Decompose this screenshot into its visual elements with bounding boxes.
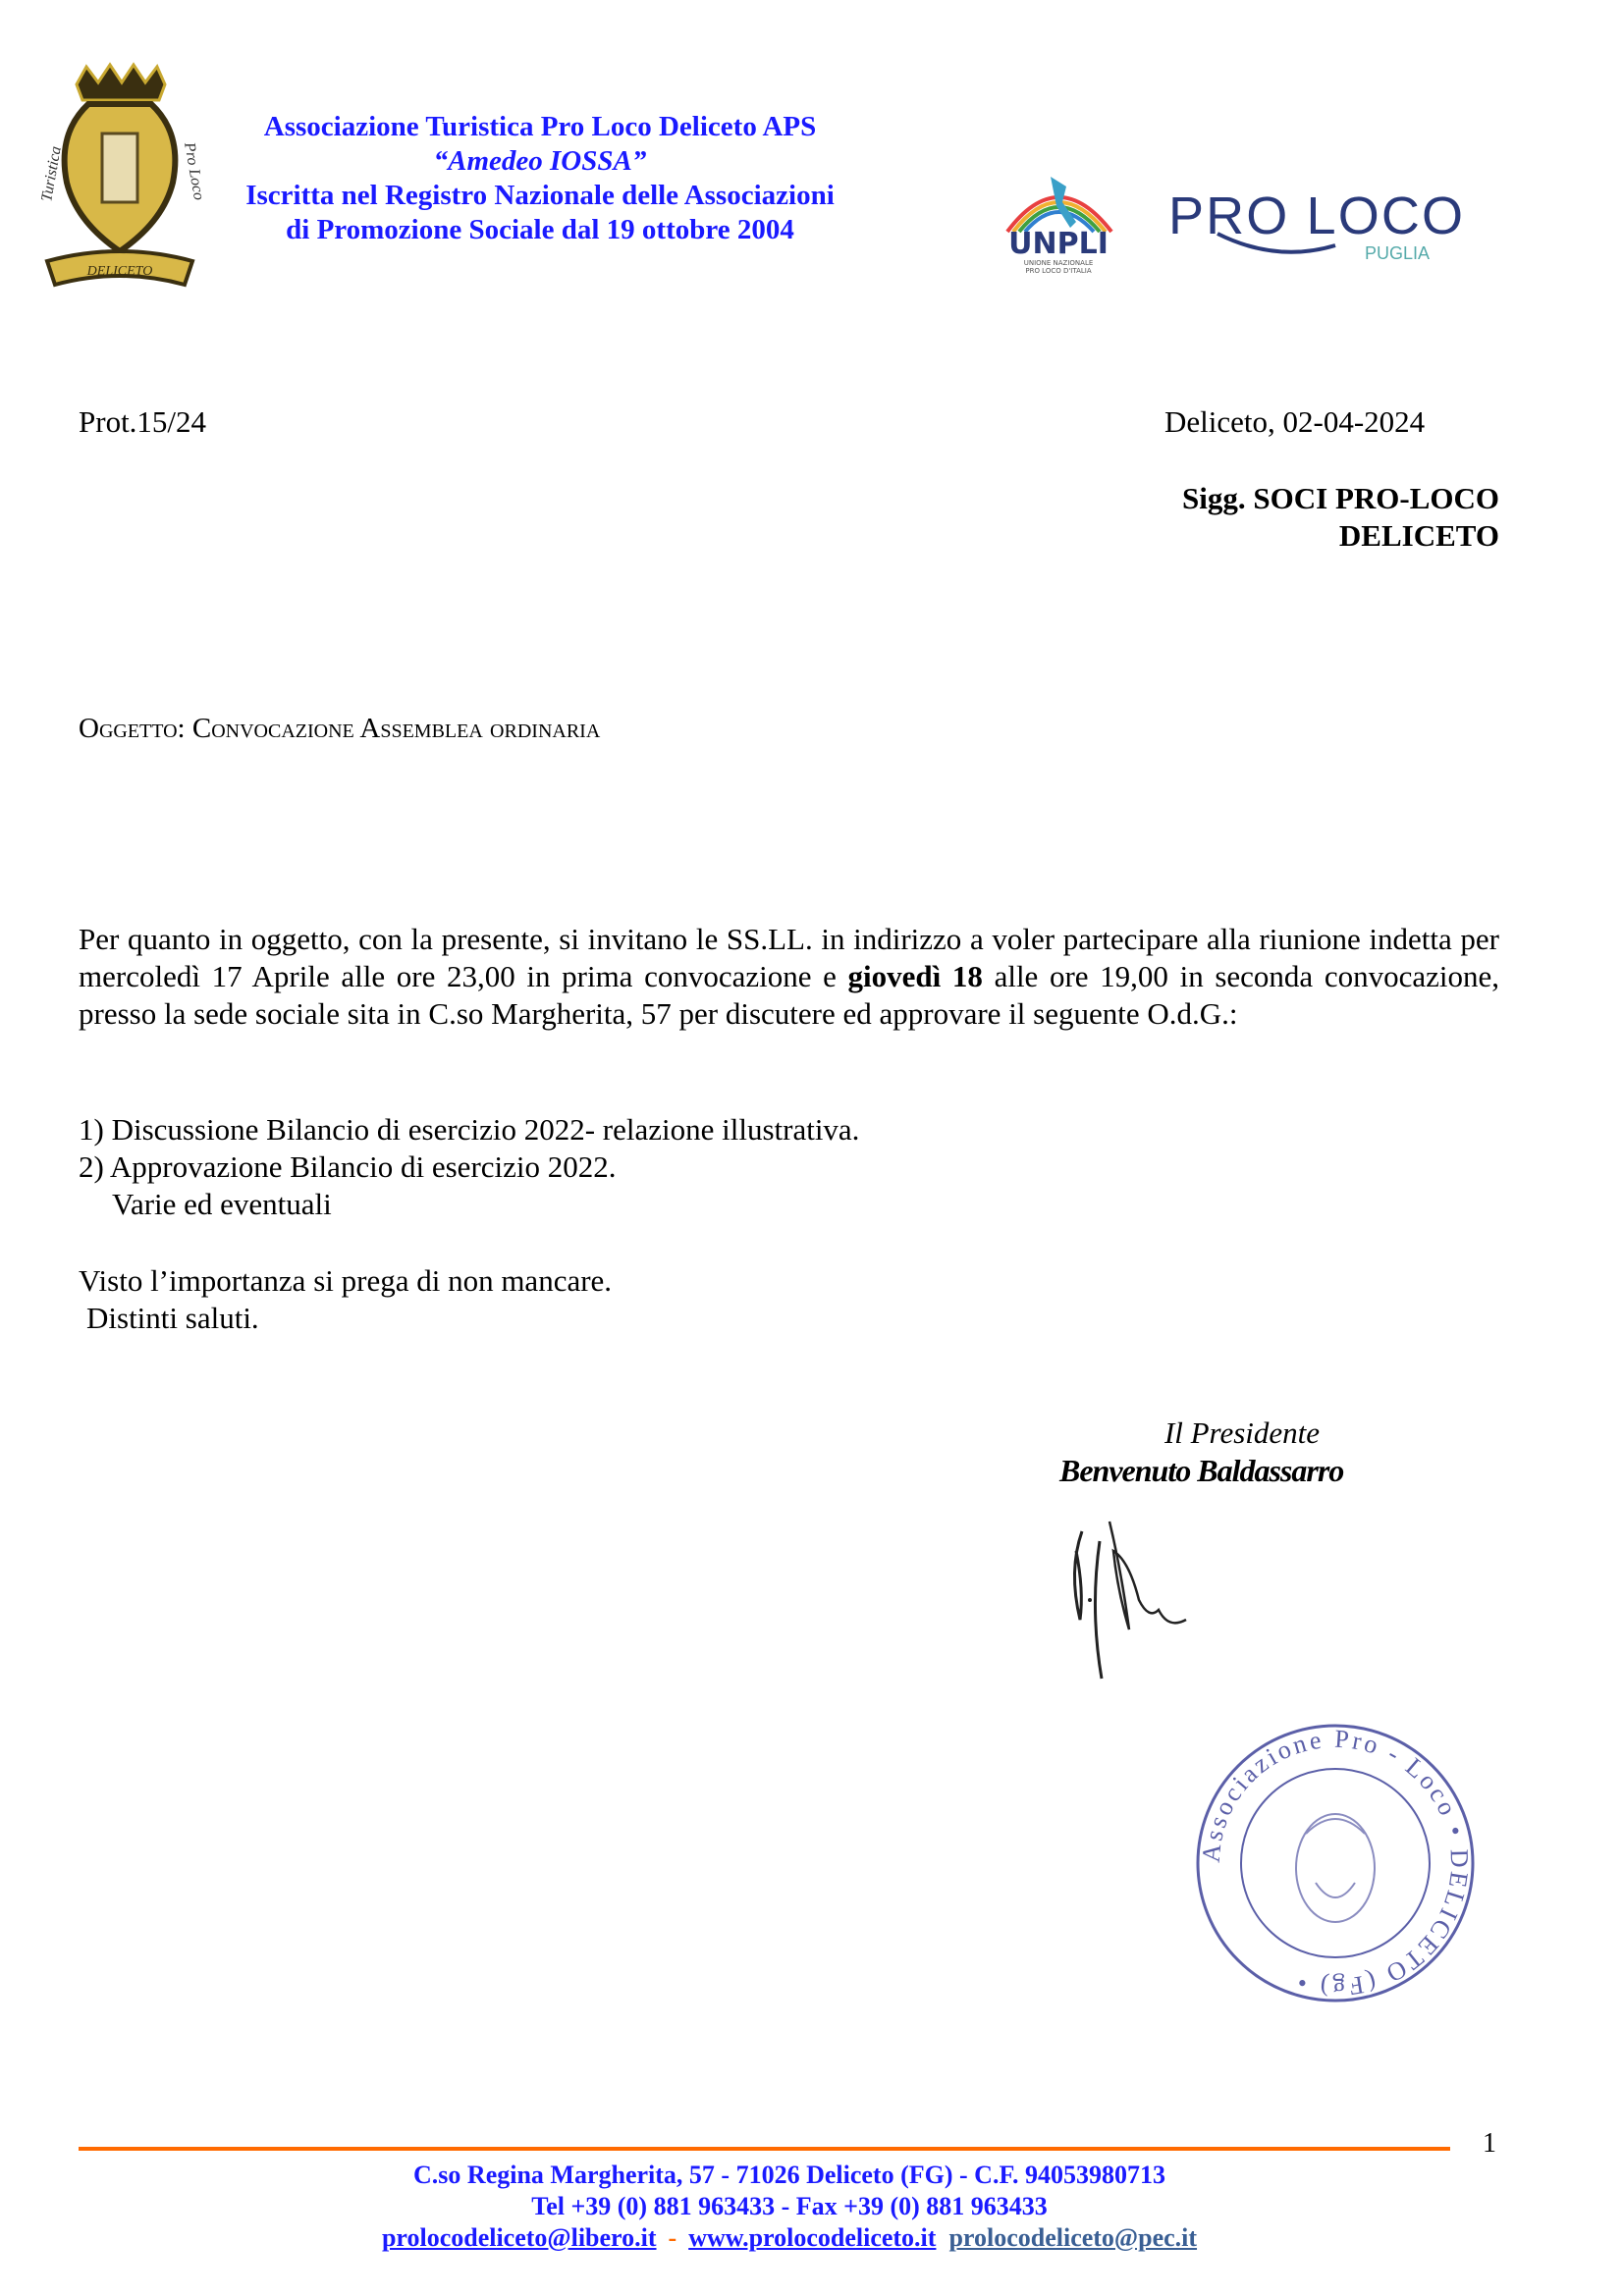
agenda-item: 1) Discussione Bilancio di esercizio 2022- relazione illustrativa.	[79, 1112, 860, 1147]
proloco-text: PRO LOCO	[1168, 187, 1463, 245]
stamp-text: Associazione Pro - Loco • DELICETO (Fg) •	[1196, 1724, 1475, 2002]
association-header	[157, 110, 923, 247]
letter-body	[79, 921, 1499, 1033]
footer-links	[196, 2222, 1382, 2254]
unpli-sub2: PRO LOCO D'ITALIA	[1025, 267, 1092, 275]
crest-text-right: Pro Loco	[181, 140, 208, 202]
registry-date-line: di Promozione Sociale dal 19 ottobre 2004	[286, 214, 794, 245]
subject-line: Oggetto: Convocazione Assemblea ordinaria	[79, 713, 601, 744]
agenda-list	[79, 1111, 859, 1223]
recipient-line2: DELICETO	[1338, 518, 1499, 553]
signature-title: Il Presidente	[1163, 1415, 1321, 1450]
crest-banner: DELICETO	[86, 264, 153, 279]
protocol-number: Prot.15/24	[79, 404, 207, 439]
footer-separator: -	[668, 2223, 677, 2252]
registry-line: Iscritta nel Registro Nazionale delle Associazioni	[245, 180, 835, 211]
closing-line2: Distinti saluti.	[86, 1301, 259, 1335]
email-link[interactable]: prolocodeliceto@libero.it	[381, 2223, 657, 2252]
recipient-line1: Sigg. SOCI PRO-LOCO	[1182, 481, 1499, 515]
website-link[interactable]: www.prolocodeliceto.it	[688, 2223, 937, 2252]
closing-line1: Visto l’importanza si prega di non mancare.	[79, 1263, 613, 1298]
pec-email-link[interactable]: prolocodeliceto@pec.it	[948, 2223, 1198, 2252]
proloco-region: PUGLIA	[1365, 243, 1431, 263]
body-text-1: Per quanto in oggetto, con la presente, si invitano le SS.LL. in indirizzo a voler partecipare alla riunione indetta per mercoledì 17 Aprile alle ore 23,00 in prima convocazione e	[79, 922, 1499, 993]
body-text-2: alle ore 19,00 in seconda convocazione, presso la sede sociale sita in C.so Margherita, 57 per discutere ed approvare il seguente O.d.G.:	[79, 959, 1499, 1031]
footer-rule	[79, 2147, 1450, 2151]
footer-phone: Tel +39 (0) 881 963433 - Fax +39 (0) 881 963433	[531, 2192, 1048, 2220]
agenda-item: 2) Approvazione Bilancio di esercizio 2022.	[79, 1149, 617, 1184]
association-stamp	[1188, 1716, 1483, 2010]
place-date: Deliceto, 02-04-2024	[1164, 404, 1426, 439]
recipient	[1182, 480, 1499, 555]
handwritten-signature	[1060, 1512, 1198, 1688]
page-number: 1	[1483, 2128, 1496, 2159]
signature-name: Benvenuto Baldassarro	[1059, 1453, 1344, 1488]
footer-address: C.so Regina Margherita, 57 - 71026 Deliceto (FG) - C.F. 94053980713	[413, 2161, 1165, 2189]
agenda-item: Varie ed eventuali	[112, 1187, 332, 1221]
unpli-text: UNPLI	[1008, 227, 1109, 261]
unpli-sub1: UNIONE NAZIONALE	[1023, 259, 1094, 267]
crest-text-left: Turistica	[38, 144, 65, 203]
body-bold-date: giovedì 18	[847, 959, 983, 993]
closing	[79, 1262, 612, 1337]
association-dedication: “Amedeo IOSSA”	[433, 145, 647, 177]
unpli-pro-loco-logo	[1001, 173, 1463, 275]
association-name: Associazione Turistica Pro Loco Deliceto APS	[263, 111, 817, 142]
footer-contacts	[196, 2160, 1382, 2254]
